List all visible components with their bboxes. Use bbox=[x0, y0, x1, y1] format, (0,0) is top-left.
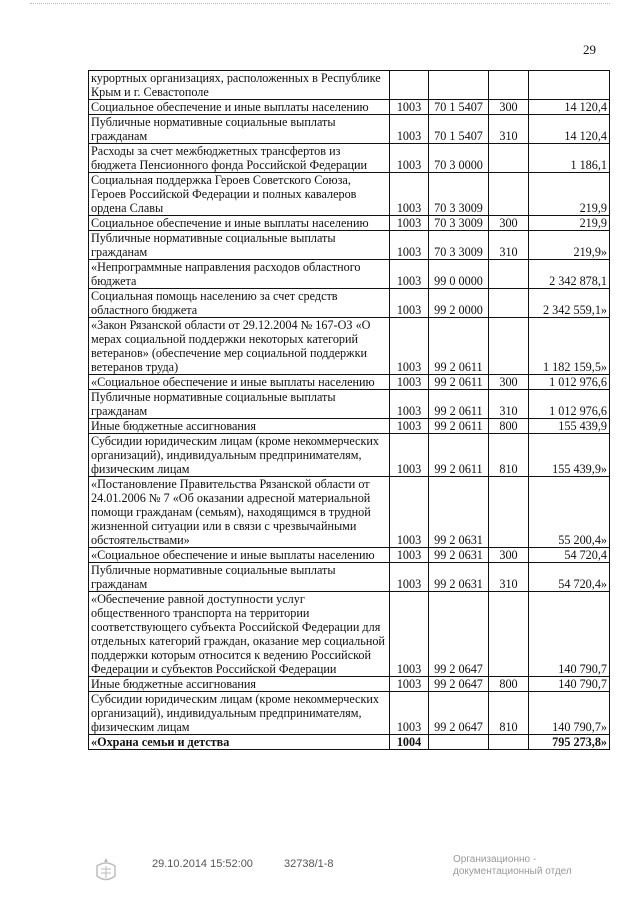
cell-article: 70 1 5407 bbox=[429, 115, 489, 144]
table-row bbox=[89, 71, 610, 100]
cell-article: 99 2 0000 bbox=[429, 289, 489, 318]
cell-sum: 140 790,7 bbox=[529, 592, 610, 677]
cell-name: Расходы за счет межбюджетных трансфертов из бюджета Пенсионного фонда Российской Федерации bbox=[89, 144, 390, 173]
cell-sum: 2 342 559,1» bbox=[529, 289, 610, 318]
cell-article: 99 2 0611 bbox=[429, 318, 489, 375]
cell-article: 99 2 0611 bbox=[429, 375, 489, 390]
cell-sum: 795 273,8» bbox=[529, 735, 610, 750]
cell-section: 1003 bbox=[390, 390, 429, 419]
cell-name: Субсидии юридическим лицам (кроме некоммерческих организаций), индивидуальным предпринимателям, физическим лицам bbox=[89, 434, 390, 477]
cell-type: 800 bbox=[489, 677, 529, 692]
cell-article: 70 3 3009 bbox=[429, 216, 489, 231]
cell-article: 70 3 3009 bbox=[429, 173, 489, 216]
table-row bbox=[89, 173, 610, 216]
table-row bbox=[89, 735, 610, 750]
table-row bbox=[89, 419, 610, 434]
cell-section: 1003 bbox=[390, 318, 429, 375]
cell-section: 1003 bbox=[390, 115, 429, 144]
table-row bbox=[89, 115, 610, 144]
cell-sum: 1 012 976,6 bbox=[529, 390, 610, 419]
cell-type: 810 bbox=[489, 434, 529, 477]
cell-name: Социальное обеспечение и иные выплаты населению bbox=[89, 216, 390, 231]
cell-type: 300 bbox=[489, 100, 529, 115]
cell-name: Социальное обеспечение и иные выплаты населению bbox=[89, 100, 390, 115]
page-number: 29 bbox=[583, 42, 596, 57]
cell-sum: 2 342 878,1 bbox=[529, 260, 610, 289]
cell-sum: 155 439,9 bbox=[529, 419, 610, 434]
cell-type: 310 bbox=[489, 390, 529, 419]
table-row bbox=[89, 563, 610, 592]
cell-section: 1003 bbox=[390, 677, 429, 692]
cell-article: 99 2 0647 bbox=[429, 677, 489, 692]
cell-type: 310 bbox=[489, 231, 529, 260]
cell-sum: 155 439,9» bbox=[529, 434, 610, 477]
cell-article: 99 2 0611 bbox=[429, 419, 489, 434]
table-row bbox=[89, 289, 610, 318]
cell-sum: 219,9 bbox=[529, 216, 610, 231]
cell-section: 1003 bbox=[390, 434, 429, 477]
cell-name: Субсидии юридическим лицам (кроме некоммерческих организаций), индивидуальным предпринимателям, физическим лицам bbox=[89, 692, 390, 735]
cell-type: 310 bbox=[489, 115, 529, 144]
table-row bbox=[89, 318, 610, 375]
cell-name: Социальная поддержка Героев Советского Союза, Героев Российской Федерации и полных кавалеров ордена Славы bbox=[89, 173, 390, 216]
cell-type bbox=[489, 592, 529, 677]
budget-table-body bbox=[89, 71, 610, 750]
cell-article: 99 0 0000 bbox=[429, 260, 489, 289]
cell-article: 70 3 3009 bbox=[429, 231, 489, 260]
cell-section: 1003 bbox=[390, 231, 429, 260]
cell-article: 99 2 0647 bbox=[429, 592, 489, 677]
cell-type: 300 bbox=[489, 548, 529, 563]
table-row bbox=[89, 216, 610, 231]
table-row bbox=[89, 477, 610, 548]
cell-section: 1003 bbox=[390, 375, 429, 390]
cell-type bbox=[489, 735, 529, 750]
cell-sum: 1 012 976,6 bbox=[529, 375, 610, 390]
cell-sum: 1 186,1 bbox=[529, 144, 610, 173]
cell-sum: 55 200,4» bbox=[529, 477, 610, 548]
cell-article bbox=[429, 71, 489, 100]
table-row bbox=[89, 677, 610, 692]
cell-type bbox=[489, 173, 529, 216]
cell-section bbox=[390, 71, 429, 100]
cell-sum: 14 120,4 bbox=[529, 100, 610, 115]
cell-name: «Охрана семьи и детства bbox=[89, 735, 390, 750]
budget-table bbox=[88, 70, 610, 750]
table-row bbox=[89, 692, 610, 735]
cell-sum bbox=[529, 71, 610, 100]
table-row bbox=[89, 144, 610, 173]
cell-sum: 140 790,7 bbox=[529, 677, 610, 692]
cell-sum: 219,9 bbox=[529, 173, 610, 216]
cell-name: «Социальное обеспечение и иные выплаты населению bbox=[89, 548, 390, 563]
cell-name: Публичные нормативные социальные выплаты гражданам bbox=[89, 563, 390, 592]
cell-name: Иные бюджетные ассигнования bbox=[89, 419, 390, 434]
cell-name: Публичные нормативные социальные выплаты гражданам bbox=[89, 390, 390, 419]
table-row bbox=[89, 592, 610, 677]
cell-section: 1003 bbox=[390, 477, 429, 548]
cell-name: «Социальное обеспечение и иные выплаты населению bbox=[89, 375, 390, 390]
org-stamp bbox=[453, 854, 572, 878]
cell-name: Социальная помощь населению за счет средств областного бюджета bbox=[89, 289, 390, 318]
cell-sum: 14 120,4 bbox=[529, 115, 610, 144]
cell-section: 1003 bbox=[390, 592, 429, 677]
cell-type bbox=[489, 144, 529, 173]
table-row bbox=[89, 548, 610, 563]
cell-name: Публичные нормативные социальные выплаты гражданам bbox=[89, 115, 390, 144]
cell-name: Иные бюджетные ассигнования bbox=[89, 677, 390, 692]
cell-type: 300 bbox=[489, 216, 529, 231]
cell-name: «Постановление Правительства Рязанской области от 24.01.2006 № 7 «Об оказании адресной материальной помощи гражданам (семьям), находящимся в трудной жизненной ситуации или в связи с чрезвычайными обстоятельствами» bbox=[89, 477, 390, 548]
cell-section: 1003 bbox=[390, 216, 429, 231]
cell-type: 310 bbox=[489, 563, 529, 592]
org-stamp-line-1: Организационно - bbox=[453, 854, 537, 865]
cell-section: 1004 bbox=[390, 735, 429, 750]
cell-name: «Обеспечение равной доступности услуг общественного транспорта на территории соответствующего субъекта Российской Федерации для отдельных категорий граждан, оказание мер социальной поддержки которым относится к ведению Российской Федерации и субъектов Российской Федерации bbox=[89, 592, 390, 677]
footer-datetime: 29.10.2014 15:52:00 bbox=[152, 858, 253, 870]
cell-name: «Закон Рязанской области от 29.12.2004 № 167-ОЗ «О мерах социальной поддержки некоторых категорий ветеранов» (обеспечение мер социальной поддержки ветеранов труда) bbox=[89, 318, 390, 375]
emblem-stamp-icon bbox=[93, 856, 119, 884]
cell-article: 99 2 0631 bbox=[429, 477, 489, 548]
table-row bbox=[89, 231, 610, 260]
cell-article: 99 2 0611 bbox=[429, 390, 489, 419]
table-row bbox=[89, 100, 610, 115]
cell-article: 99 2 0631 bbox=[429, 563, 489, 592]
cell-section: 1003 bbox=[390, 100, 429, 115]
cell-article: 70 3 0000 bbox=[429, 144, 489, 173]
cell-section: 1003 bbox=[390, 563, 429, 592]
cell-section: 1003 bbox=[390, 289, 429, 318]
cell-section: 1003 bbox=[390, 173, 429, 216]
cell-article: 99 2 0631 bbox=[429, 548, 489, 563]
cell-article: 99 2 0647 bbox=[429, 692, 489, 735]
cell-article: 99 2 0611 bbox=[429, 434, 489, 477]
table-row bbox=[89, 375, 610, 390]
cell-sum: 54 720,4» bbox=[529, 563, 610, 592]
cell-type bbox=[489, 289, 529, 318]
table-row bbox=[89, 434, 610, 477]
cell-name: курортных организациях, расположенных в Республике Крым и г. Севастополе bbox=[89, 71, 390, 100]
table-row bbox=[89, 260, 610, 289]
cell-section: 1003 bbox=[390, 260, 429, 289]
scan-top-edge bbox=[30, 3, 610, 8]
cell-sum: 54 720,4 bbox=[529, 548, 610, 563]
cell-type: 800 bbox=[489, 419, 529, 434]
cell-article: 70 1 5407 bbox=[429, 100, 489, 115]
cell-section: 1003 bbox=[390, 548, 429, 563]
cell-sum: 219,9» bbox=[529, 231, 610, 260]
cell-sum: 1 182 159,5» bbox=[529, 318, 610, 375]
cell-type bbox=[489, 260, 529, 289]
cell-type: 810 bbox=[489, 692, 529, 735]
cell-type: 300 bbox=[489, 375, 529, 390]
table-row bbox=[89, 390, 610, 419]
footer-doc-code: 32738/1-8 bbox=[284, 858, 334, 870]
org-stamp-line-2: документационный отдел bbox=[453, 866, 572, 877]
cell-sum: 140 790,7» bbox=[529, 692, 610, 735]
cell-type bbox=[489, 71, 529, 100]
cell-name: Публичные нормативные социальные выплаты гражданам bbox=[89, 231, 390, 260]
cell-type bbox=[489, 477, 529, 548]
cell-article bbox=[429, 735, 489, 750]
cell-name: «Непрограммные направления расходов областного бюджета bbox=[89, 260, 390, 289]
cell-type bbox=[489, 318, 529, 375]
cell-section: 1003 bbox=[390, 144, 429, 173]
cell-section: 1003 bbox=[390, 692, 429, 735]
cell-section: 1003 bbox=[390, 419, 429, 434]
